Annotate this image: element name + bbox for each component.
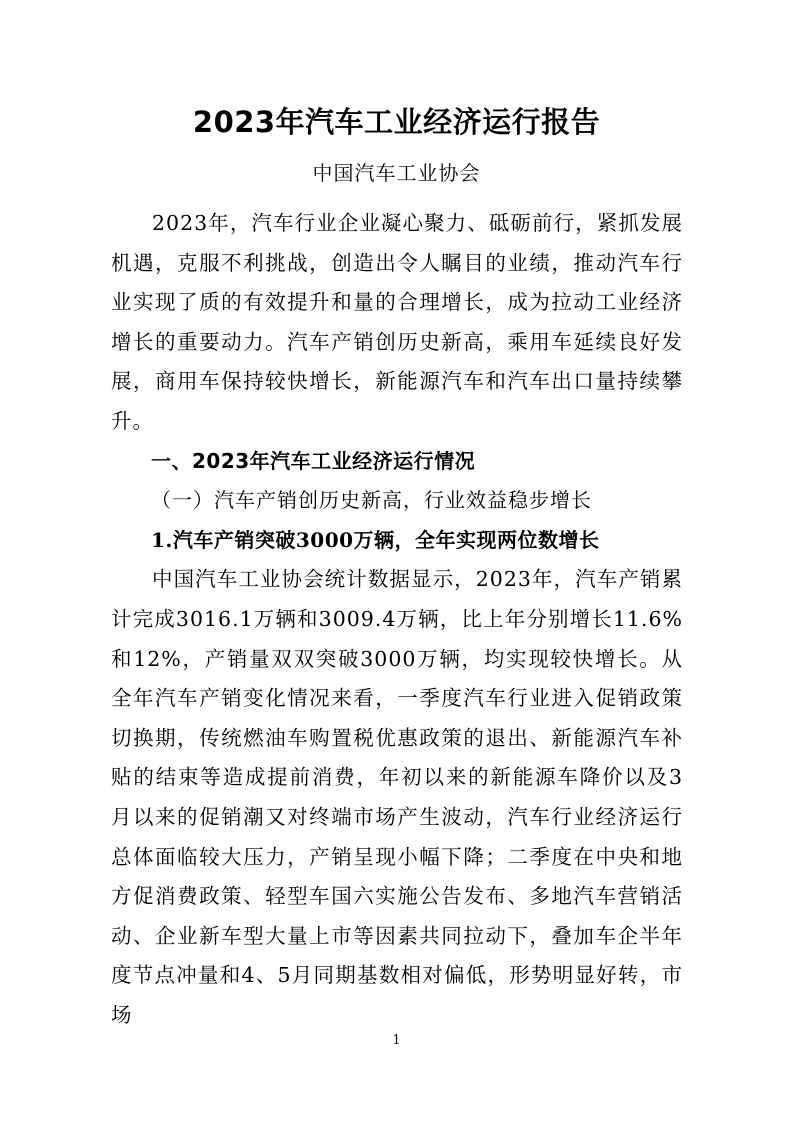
body-paragraph: 中国汽车工业协会统计数据显示，2023年，汽车产销累计完成3016.1万辆和3009.4万辆，比上年分别增长11.6%和12%，产销量双双突破3000万辆，均实现较快增长。从全年汽车产销变化情况来看，一季度汽车行业进入促销政策切换期，传统燃油车购置税优惠政策的退出、新能源汽车补贴的结束等造成提前消费，年初以来的新能源车降价以及3月以来的促销潮又对终端市场产生波动，汽车行业经济运行总体面临较大压力，产销呈现小幅下降；二季度在中央和地方促消费政策、轻型车国六实施公告发布、多地汽车营销活动、企业新车型大量上市等因素共同拉动下，叠加车企半年度节点冲量和4、5月同期基数相对偏低，形势明显好转，市场 <box>111 567 683 1027</box>
page-number: 1 <box>392 1033 401 1048</box>
intro-paragraph: 2023年，汽车行业企业凝心聚力、砥砺前行，紧抓发展机遇，克服不利挑战，创造出令人瞩目的业绩，推动汽车行业实现了质的有效提升和量的合理增长，成为拉动工业经济增长的重要动力。汽车产销创历史新高，乘用车延续良好发展，商用车保持较快增长，新能源汽车和汽车出口量持续攀升。 <box>111 211 683 433</box>
document-author: 中国汽车工业协会 <box>312 161 481 185</box>
item-heading: 1.汽车产销突破3000万辆，全年实现两位数增长 <box>151 527 600 552</box>
document-title: 2023年汽车工业经济运行报告 <box>192 105 601 139</box>
section-heading: 一、2023年汽车工业经济运行情况 <box>151 448 476 473</box>
document-body <box>111 204 683 1035</box>
subsection-heading: （一）汽车产销创历史新高，行业效益稳步增长 <box>151 488 592 513</box>
